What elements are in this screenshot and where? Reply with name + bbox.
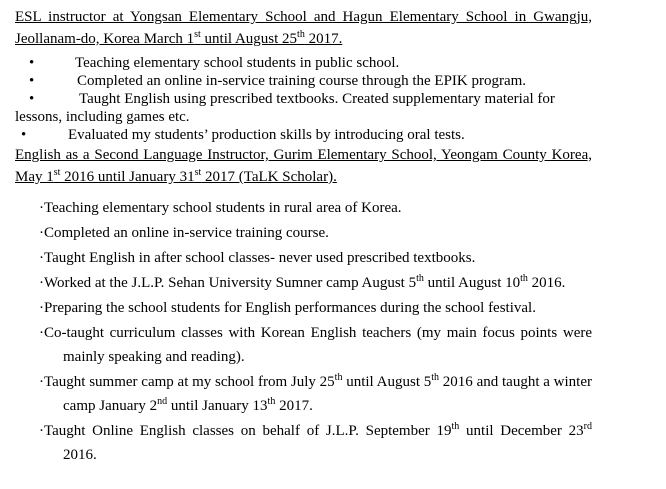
ordinal-suffix: th — [416, 273, 424, 284]
job2-duties-list — [15, 196, 592, 467]
duty-text: Teaching elementary school students in public school. — [75, 55, 400, 71]
ordinal-suffix: rd — [583, 421, 592, 432]
bullet-icon: • — [29, 73, 35, 89]
list-item: ·Preparing the school students for English performances during the school festival. — [39, 300, 536, 316]
heading-text: 2017. — [304, 31, 343, 47]
duty-text: 2016 and taught a winter camp January 2 — [63, 374, 592, 414]
duty-text: 2016. — [63, 447, 97, 463]
heading-text: 2017 (TaLK Scholar). — [201, 169, 337, 185]
ordinal-suffix: st — [194, 29, 201, 40]
heading-text: English as a Second Language Instructor, Gurim Elementary School, Yeongam County Korea, May 1 — [15, 147, 592, 185]
bullet-icon: • — [29, 55, 35, 71]
ordinal-suffix: nd — [157, 396, 168, 407]
list-item — [15, 72, 592, 90]
ordinal-suffix: st — [194, 167, 202, 178]
ordinal-suffix: th — [267, 396, 276, 407]
duty-text: 2017. — [275, 398, 313, 414]
list-item — [15, 90, 592, 126]
list-item — [15, 271, 592, 295]
duty-text: 2016. — [527, 275, 566, 291]
job-heading-gurim — [15, 144, 592, 188]
heading-text: 2016 until January 31 — [60, 169, 195, 185]
ordinal-suffix: th — [297, 29, 305, 40]
duty-text: until August 10 — [423, 275, 521, 291]
duty-text: Completed an online in-service training course through the EPIK program. — [77, 73, 527, 89]
list-item — [15, 126, 592, 144]
ordinal-suffix: th — [520, 273, 528, 284]
duty-text: until August 5 — [342, 374, 432, 390]
duty-text: until December 23 — [459, 423, 584, 439]
duty-text: until January 13 — [167, 398, 268, 414]
ordinal-suffix: th — [431, 372, 440, 383]
duty-text: ·Worked at the J.L.P. Sehan University Sumner camp August 5 — [39, 275, 417, 291]
list-item: ·Taught English in after school classes- never used prescribed textbooks. — [39, 250, 476, 266]
list-item: ·Co-taught curriculum classes with Korean English teachers (my main focus points were mainly speaking and reading). — [39, 325, 592, 365]
list-item: ·Teaching elementary school students in rural area of Korea. — [39, 200, 402, 216]
ordinal-suffix: th — [451, 421, 460, 432]
job1-duties-list — [15, 54, 592, 144]
list-item — [15, 419, 592, 467]
duty-text: ·Taught Online English classes on behalf of J.L.P. September 19 — [39, 423, 452, 439]
resume-document — [15, 0, 592, 468]
ordinal-suffix: th — [334, 372, 343, 383]
heading-text: ESL instructor at Yongsan Elementary School and Hagun Elementary School in Gwangju, Jeollanam-do, Korea March 1 — [15, 9, 592, 47]
list-item — [15, 370, 592, 418]
duty-text: Evaluated my students’ production skills by introducing oral tests. — [68, 127, 465, 143]
ordinal-suffix: st — [53, 167, 61, 178]
bullet-icon: • — [29, 91, 35, 107]
heading-text: until August 25 — [200, 31, 298, 47]
list-item: ·Completed an online in-service training course. — [39, 225, 329, 241]
list-item — [15, 54, 592, 72]
duty-text: Taught English using prescribed textbooks. Created supplementary material for lessons, including games etc. — [15, 91, 555, 125]
bullet-icon: • — [21, 127, 27, 143]
duty-text: ·Taught summer camp at my school from July 25 — [39, 374, 335, 390]
job-heading-yongsan-hagun — [15, 6, 592, 50]
